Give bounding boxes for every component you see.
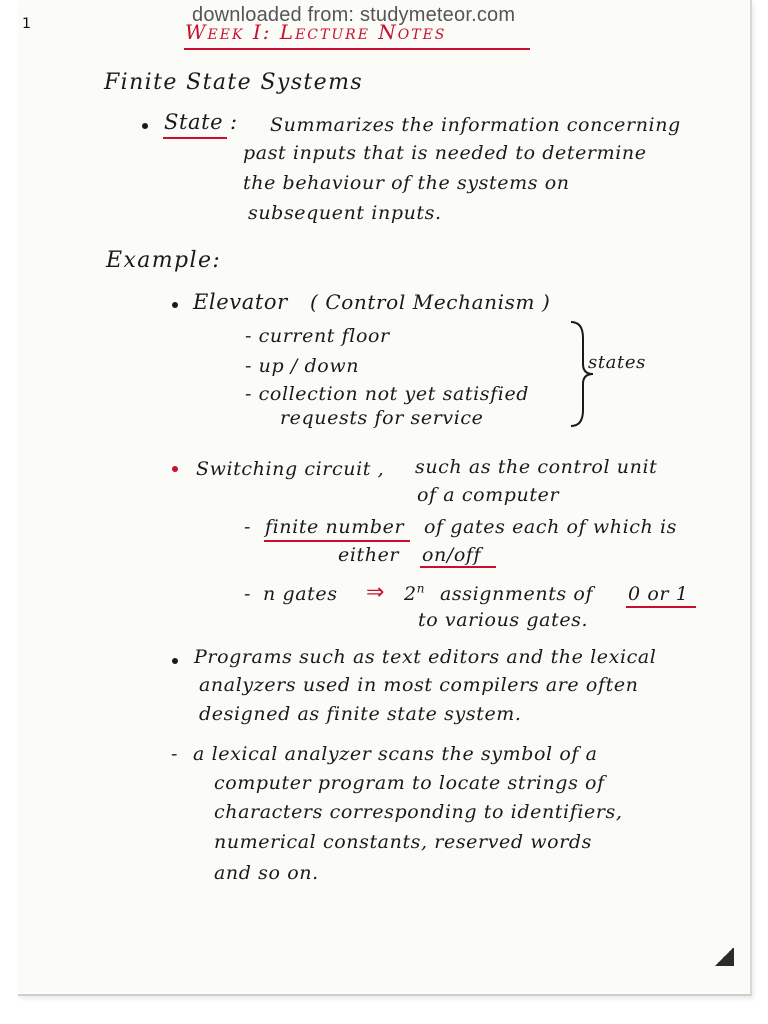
binary-values-underline: [626, 606, 696, 608]
switching-sub1-dash: -: [244, 516, 252, 538]
switching-sub2-rest: assignments of: [440, 583, 594, 605]
switching-sub1-term: finite number: [265, 516, 405, 538]
elevator-item-4: requests for service: [280, 407, 484, 429]
binary-values: 0 or 1: [628, 583, 689, 605]
switching-sub2-line2: to various gates.: [418, 609, 589, 631]
state-def-line-2: past inputs that is needed to determine: [243, 142, 647, 164]
switching-sub1-line2: either: [338, 544, 400, 566]
programs-line-3: designed as finite state system.: [199, 703, 522, 725]
finite-number-underline: [264, 540, 410, 542]
state-term-underline: [163, 137, 227, 139]
watermark: downloaded from: studymeteor.com: [192, 4, 516, 26]
state-def-line-3: the behaviour of the systems on: [243, 172, 570, 194]
switching-line-1b: such as the control unit: [415, 456, 658, 478]
elevator-label: Elevator: [193, 290, 288, 314]
lexical-line-1: a lexical analyzer scans the symbol of a: [193, 743, 598, 765]
page-number: 1: [22, 16, 31, 32]
state-def-line-4: subsequent inputs.: [248, 202, 442, 224]
elevator-item-1: - current floor: [245, 325, 390, 347]
state-term: State: [164, 110, 224, 134]
implies-arrow: ⇒: [366, 580, 385, 605]
bullet-programs: [172, 658, 178, 664]
states-label: states: [588, 352, 646, 373]
onoff-underline: [420, 566, 496, 568]
bullet-switching: [172, 466, 178, 472]
switching-sub2-n: n gates: [263, 583, 338, 605]
switching-sub2-dash: -: [244, 583, 252, 605]
state-def-line-1: Summarizes the information concerning: [270, 114, 681, 136]
elevator-item-2: - up / down: [245, 355, 360, 377]
power-expression: [404, 583, 425, 605]
page-title: Week I: Lecture Notes: [185, 20, 447, 44]
programs-line-1: Programs such as text editors and the lexical: [194, 646, 657, 668]
lexical-line-2: computer program to locate strings of: [214, 772, 605, 794]
lexical-dash: -: [171, 743, 179, 765]
elevator-paren: ( Control Mechanism ): [310, 290, 551, 314]
lexical-line-3: characters corresponding to identifiers,: [214, 801, 623, 823]
lexical-line-5: and so on.: [214, 862, 319, 884]
programs-line-2: analyzers used in most compilers are often: [199, 674, 639, 696]
example-heading: Example:: [106, 248, 222, 273]
bullet-state: [142, 123, 148, 129]
elevator-item-3: - collection not yet satisfied: [245, 383, 530, 405]
title-underline: [184, 48, 530, 50]
states-brace: [565, 318, 605, 430]
switching-sub1-rest: of gates each of which is: [424, 516, 677, 538]
switching-line-2: of a computer: [417, 484, 560, 506]
switching-line-1: Switching circuit ,: [196, 458, 385, 480]
lexical-line-4: numerical constants, reserved words: [214, 831, 592, 853]
page-corner-shadow: [714, 948, 734, 966]
power-exponent: n: [416, 581, 426, 596]
section-heading: Finite State Systems: [104, 70, 364, 95]
bullet-elevator: [172, 302, 178, 308]
switching-onoff: on/off: [422, 544, 482, 566]
state-colon: :: [230, 110, 238, 134]
power-base: 2: [404, 583, 417, 605]
